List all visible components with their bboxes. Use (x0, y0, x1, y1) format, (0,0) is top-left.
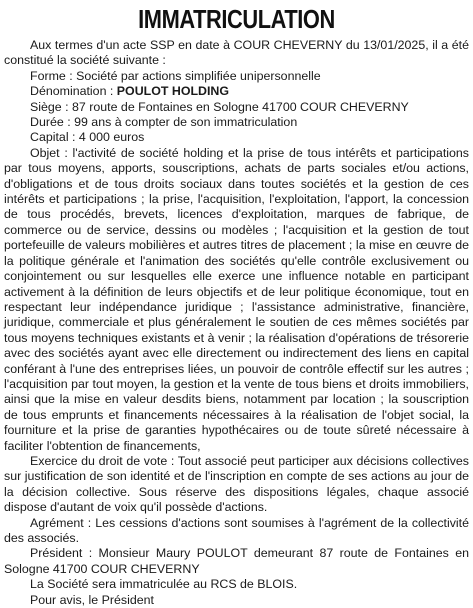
duree-line: Durée : 99 ans à compter de son immatriculation (30, 115, 298, 130)
intro-paragraph: Aux termes d'un acte SSP en date à COUR CHEVERNY du 13/01/2025, il a été constitué la société suivante : (4, 38, 469, 68)
siege-line: Siège : 87 route de Fontaines en Sologne 41700 COUR CHEVERNY (30, 99, 409, 114)
denomination-label: Dénomination : (30, 84, 117, 99)
objet-paragraph: Objet : l'activité de société holding et la prise de tous intérêts et participations par tous moyens, apports, souscriptions, achats de parts sociales et/ou actions, d'obligations et de tous droits sociaux dans toutes sociétés et la gestion de ces intérêts et participations ; la prise, l'acquisition, l'exploitation, l'apport, la concession de tous procédés, brevets, licences d'exploitation, marques de fabrique, de commerce ou de service, dessins ou modèles ; l'acquisition et la gestion de tout portefeuille de valeurs mobilières et autres titres de placement ; la mise en œuvre de la politique générale et l'animation des sociétés qu'elle contrôle exclusivement ou conjointement ou sur lesquelles elle exerce une influence notable en participant activement à la définition de leurs objectifs et de leur politique économique, tout en respectant leur indépendance juridique ; l'assistance administrative, financière, juridique, commerciale et plus généralement le soutien de ces mêmes sociétés par tous moyens techniques existants et à venir ; la réalisation d'opérations de trésorerie avec des sociétés ayant avec elle directement ou indirectement des liens en capital conférant à l'une des entreprises liées, un pouvoir de contrôle effectif sur les autres ; l'acquisition par tout moyen, la gestion et la vente de tous biens et droits immobiliers, ainsi que la mise en valeur desdits biens, notamment par location ; la souscription de tous emprunts et financements nécessaires à la réalisation de l'objet social, la fourniture et la prise de garanties hypothécaires ou de toute sûreté nécessaire à faciliter l'obtention de financements, (4, 145, 469, 453)
notice-body (4, 38, 469, 608)
exercice-paragraph: Exercice du droit de vote : Tout associé peut participer aux décisions collectives sur justification de son identité et de l'inscription en compte de ses actions au jour de la décision collective. Sous réserve des dispositions légales, chaque associé dispose d'autant de voix qu'il possède d'actions. (4, 453, 469, 515)
notice-title: IMMATRICULATION (138, 4, 335, 34)
signature-line: Pour avis, le Président (30, 592, 154, 607)
capital-line: Capital : 4 000 euros (30, 130, 145, 145)
denomination-line (4, 84, 469, 99)
president-paragraph: Président : Monsieur Maury POULOT demeurant 87 route de Fontaines en Sologne 41700 COUR CHEVERNY (4, 546, 469, 576)
agrement-paragraph: Agrément : Les cessions d'actions sont soumises à l'agrément de la collectivité des associés. (4, 515, 469, 545)
rcs-line: La Société sera immatriculée au RCS de BLOIS. (30, 577, 298, 592)
forme-line: Forme : Société par actions simplifiée unipersonnelle (30, 68, 321, 83)
denomination-value: POULOT HOLDING (116, 84, 229, 99)
